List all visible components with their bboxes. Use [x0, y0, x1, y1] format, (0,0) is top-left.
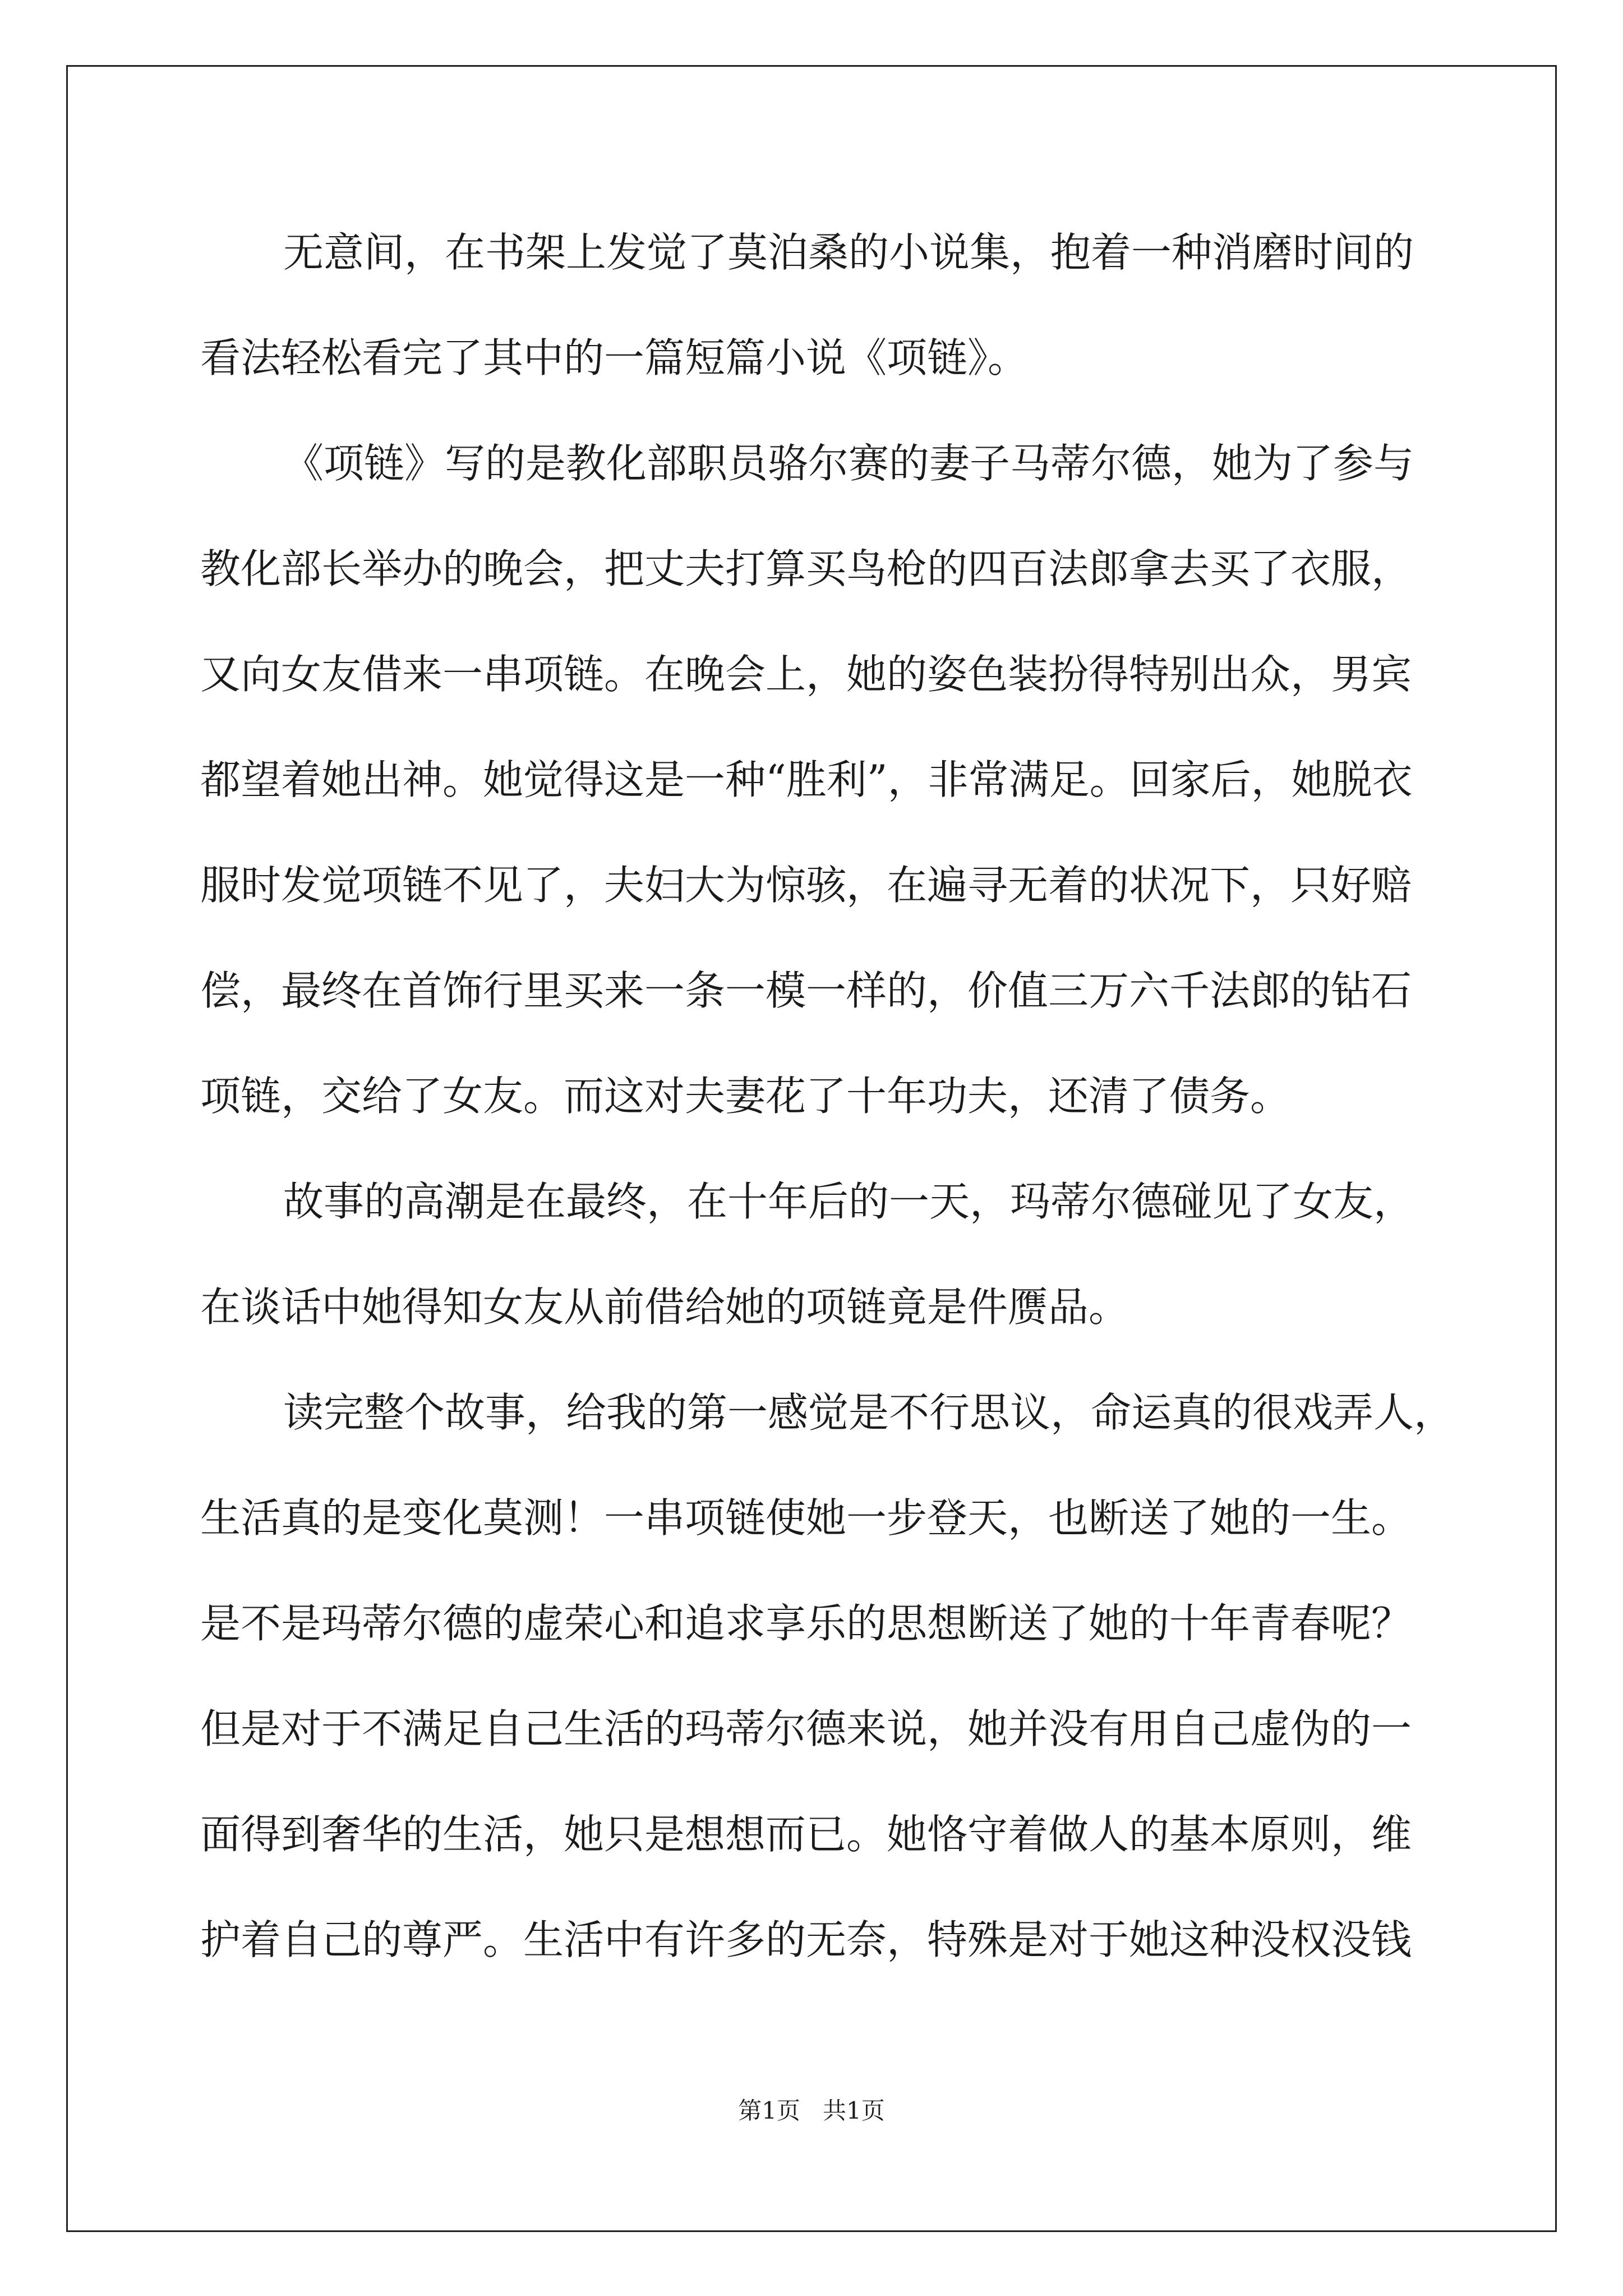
paragraph-2-line-5: 服时发觉项链不见了，夫妇大为惊骇，在遍寻无着的状况下，只好赔	[200, 862, 1412, 909]
paragraph-4-line-1: 读完整个故事，给我的第一感觉是不行思议，命运真的很戏弄人，	[283, 1389, 1455, 1436]
paragraph-3-line-1: 故事的高潮是在最终，在十年后的一天，玛蒂尔德碰见了女友，	[283, 1178, 1414, 1225]
paragraph-4-line-6: 护着自己的尊严。生活中有许多的无奈，特殊是对于她这种没权没钱	[200, 1916, 1412, 1963]
paragraph-1-line-1: 无意间，在书架上发觉了莫泊桑的小说集，抱着一种消磨时间的	[283, 229, 1414, 276]
paragraph-1-line-2: 看法轻松看完了其中的一篇短篇小说《项链》。	[200, 334, 1029, 381]
paragraph-4-line-4: 但是对于不满足自己生活的玛蒂尔德来说，她并没有用自己虚伪的一	[200, 1705, 1412, 1752]
page-number-label: 第1页	[738, 2097, 800, 2124]
paragraph-2-line-2: 教化部长举办的晚会，把丈夫打算买鸟枪的四百法郎拿去买了衣服，	[200, 545, 1412, 592]
paragraph-2-line-3: 又向女友借来一串项链。在晚会上，她的姿色装扮得特别出众，男宾	[200, 651, 1412, 698]
page-total-label: 共1页	[823, 2097, 885, 2124]
paragraph-3-line-2: 在谈话中她得知女友从前借给她的项链竟是件赝品。	[200, 1283, 1129, 1331]
paragraph-2-line-6: 偿，最终在首饰行里买来一条一模一样的，价值三万六千法郎的钻石	[200, 967, 1412, 1014]
page-footer	[0, 2094, 1623, 2128]
document-body	[200, 216, 1455, 2009]
paragraph-4-line-5: 面得到奢华的生活，她只是想想而已。她恪守着做人的基本原则，维	[200, 1811, 1412, 1858]
paragraph-2-line-4: 都望着她出神。她觉得这是一种“胜利”，非常满足。回家后，她脱衣	[200, 756, 1413, 803]
paragraph-2-line-1: 《项链》写的是教化部职员骆尔赛的妻子马蒂尔德，她为了参与	[283, 440, 1414, 487]
paragraph-4-line-3: 是不是玛蒂尔德的虚荣心和追求享乐的思想断送了她的十年青春呢？	[200, 1600, 1412, 1647]
paragraph-2-line-7: 项链，交给了女友。而这对夫妻花了十年功夫，还清了债务。	[200, 1073, 1291, 1120]
paragraph-4-line-2: 生活真的是变化莫测！一串项链使她一步登天，也断送了她的一生。	[200, 1494, 1412, 1542]
